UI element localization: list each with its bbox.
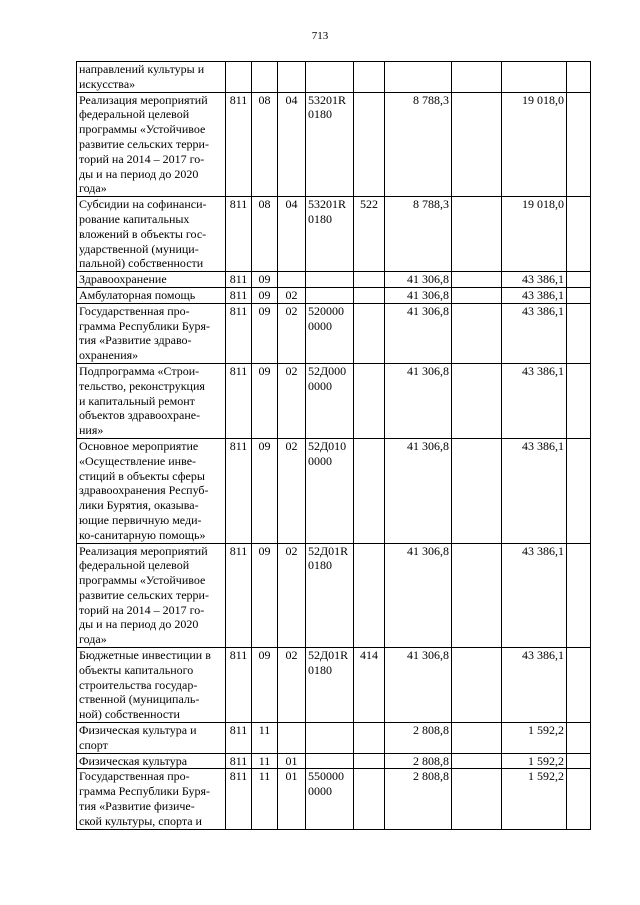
cell-amount-2: 43 386,1 [502,543,567,648]
cell-ministry-code: 811 [226,303,252,363]
cell-subsection-code: 04 [278,197,306,272]
cell-amount-1: 2 808,8 [385,753,452,769]
cell-expense-type [354,303,385,363]
cell-name: Физическая культура [77,753,226,769]
cell-subsection-code [278,272,306,288]
cell-subsection-code: 02 [278,287,306,303]
cell-section-code: 09 [252,303,278,363]
table-row [77,753,591,769]
cell-empty-2 [567,648,591,723]
cell-empty-2 [567,287,591,303]
cell-name: направлений культуры и искусства» [77,62,226,93]
cell-amount-1: 41 306,8 [385,648,452,723]
cell-ministry-code: 811 [226,769,252,829]
cell-amount-2 [502,62,567,93]
cell-amount-1: 41 306,8 [385,438,452,543]
cell-subsection-code: 02 [278,363,306,438]
cell-amount-1: 8 788,3 [385,197,452,272]
cell-empty-2 [567,272,591,288]
cell-amount-1: 41 306,8 [385,543,452,648]
cell-ministry-code: 811 [226,648,252,723]
page-number: 713 [311,30,329,42]
cell-empty-2 [567,303,591,363]
cell-section-code: 11 [252,723,278,754]
cell-amount-2: 1 592,2 [502,723,567,754]
cell-section-code: 08 [252,197,278,272]
cell-ministry-code: 811 [226,287,252,303]
cell-target-article: 520000 0000 [306,303,354,363]
cell-empty-1 [452,723,502,754]
cell-empty-1 [452,92,502,197]
cell-ministry-code: 811 [226,92,252,197]
cell-section-code: 09 [252,363,278,438]
cell-expense-type [354,287,385,303]
cell-subsection-code [278,62,306,93]
cell-empty-2 [567,438,591,543]
cell-section-code: 11 [252,769,278,829]
cell-amount-1: 2 808,8 [385,769,452,829]
cell-subsection-code: 02 [278,303,306,363]
cell-target-article: 53201R 0180 [306,92,354,197]
table-row [77,272,591,288]
cell-section-code: 09 [252,438,278,543]
cell-target-article [306,723,354,754]
cell-ministry-code: 811 [226,438,252,543]
cell-target-article [306,62,354,93]
cell-empty-2 [567,753,591,769]
cell-empty-1 [452,287,502,303]
cell-amount-1: 41 306,8 [385,303,452,363]
cell-empty-2 [567,543,591,648]
budget-table [76,61,591,830]
cell-amount-2: 1 592,2 [502,753,567,769]
table-row [77,287,591,303]
cell-amount-1: 41 306,8 [385,363,452,438]
cell-target-article [306,272,354,288]
cell-ministry-code: 811 [226,723,252,754]
cell-name: Физическая культура и спорт [77,723,226,754]
cell-section-code: 08 [252,92,278,197]
cell-empty-1 [452,543,502,648]
cell-ministry-code [226,62,252,93]
cell-empty-1 [452,648,502,723]
cell-amount-1: 41 306,8 [385,287,452,303]
cell-empty-2 [567,363,591,438]
cell-section-code: 09 [252,648,278,723]
cell-expense-type [354,363,385,438]
cell-name: Подпрограмма «Строи- тельство, реконструкция и капитальный ремонт объектов здравоохране- ния» [77,363,226,438]
cell-amount-2: 43 386,1 [502,438,567,543]
cell-expense-type [354,92,385,197]
cell-empty-2 [567,62,591,93]
cell-empty-1 [452,197,502,272]
cell-name: Государственная про- грамма Республики Буря- тия «Развитие здраво- охранения» [77,303,226,363]
table-body [77,62,591,830]
cell-name: Государственная про- грамма Республики Буря- тия «Развитие физиче- ской культуры, спорта и [77,769,226,829]
cell-empty-2 [567,769,591,829]
table-row [77,723,591,754]
cell-subsection-code: 01 [278,753,306,769]
cell-subsection-code: 04 [278,92,306,197]
cell-ministry-code: 811 [226,363,252,438]
cell-name: Реализация мероприятий федеральной целевой программы «Устойчивое развитие сельских терри- торий на 2014 – 2017 го- ды и на период до 2020 года» [77,543,226,648]
cell-ministry-code: 811 [226,197,252,272]
cell-empty-1 [452,272,502,288]
cell-expense-type [354,753,385,769]
cell-expense-type: 522 [354,197,385,272]
cell-amount-2: 1 592,2 [502,769,567,829]
cell-subsection-code [278,723,306,754]
cell-amount-2: 43 386,1 [502,303,567,363]
cell-name: Бюджетные инвестиции в объекты капитального строительства государ- ственной (муниципаль- ной) собственности [77,648,226,723]
cell-ministry-code: 811 [226,543,252,648]
cell-empty-1 [452,62,502,93]
table-row [77,197,591,272]
cell-amount-2: 19 018,0 [502,197,567,272]
cell-amount-1: 8 788,3 [385,92,452,197]
cell-expense-type: 414 [354,648,385,723]
cell-section-code: 11 [252,753,278,769]
cell-name: Субсидии на софинанси- рование капитальных вложений в объекты гос- ударственной (муници- пальной) собственности [77,197,226,272]
cell-amount-1 [385,62,452,93]
cell-target-article: 550000 0000 [306,769,354,829]
cell-ministry-code: 811 [226,272,252,288]
cell-amount-1: 2 808,8 [385,723,452,754]
table-row [77,363,591,438]
cell-name: Основное мероприятие «Осуществление инве- стиций в объекты сферы здравоохранения Респуб- лики Бурятия, оказыва- ющие первичную меди- ко-санитарную помощь» [77,438,226,543]
cell-subsection-code: 02 [278,438,306,543]
cell-amount-2: 43 386,1 [502,287,567,303]
cell-name: Амбулаторная помощь [77,287,226,303]
cell-expense-type [354,272,385,288]
cell-name: Здравоохранение [77,272,226,288]
cell-target-article: 53201R 0180 [306,197,354,272]
cell-section-code: 09 [252,272,278,288]
cell-subsection-code: 01 [278,769,306,829]
cell-amount-2: 43 386,1 [502,272,567,288]
cell-target-article [306,753,354,769]
cell-section-code: 09 [252,287,278,303]
cell-empty-2 [567,197,591,272]
cell-section-code: 09 [252,543,278,648]
cell-empty-1 [452,769,502,829]
cell-target-article: 52Д010 0000 [306,438,354,543]
cell-empty-1 [452,363,502,438]
cell-expense-type [354,723,385,754]
cell-empty-1 [452,438,502,543]
cell-target-article: 52Д000 0000 [306,363,354,438]
table-row [77,543,591,648]
cell-amount-1: 41 306,8 [385,272,452,288]
cell-target-article: 52Д01R 0180 [306,648,354,723]
cell-section-code [252,62,278,93]
cell-target-article [306,287,354,303]
cell-empty-2 [567,92,591,197]
cell-target-article: 52Д01R 0180 [306,543,354,648]
table-row [77,769,591,829]
cell-subsection-code: 02 [278,648,306,723]
table-row [77,438,591,543]
cell-empty-1 [452,303,502,363]
table-row [77,303,591,363]
cell-expense-type [354,62,385,93]
cell-expense-type [354,438,385,543]
cell-expense-type [354,769,385,829]
cell-empty-1 [452,753,502,769]
table-row [77,92,591,197]
cell-subsection-code: 02 [278,543,306,648]
table-row [77,648,591,723]
table-row [77,62,591,93]
cell-ministry-code: 811 [226,753,252,769]
cell-amount-2: 19 018,0 [502,92,567,197]
cell-amount-2: 43 386,1 [502,648,567,723]
cell-empty-2 [567,723,591,754]
cell-name: Реализация мероприятий федеральной целевой программы «Устойчивое развитие сельских терри- торий на 2014 – 2017 го- ды и на период до 2020 года» [77,92,226,197]
cell-expense-type [354,543,385,648]
cell-amount-2: 43 386,1 [502,363,567,438]
